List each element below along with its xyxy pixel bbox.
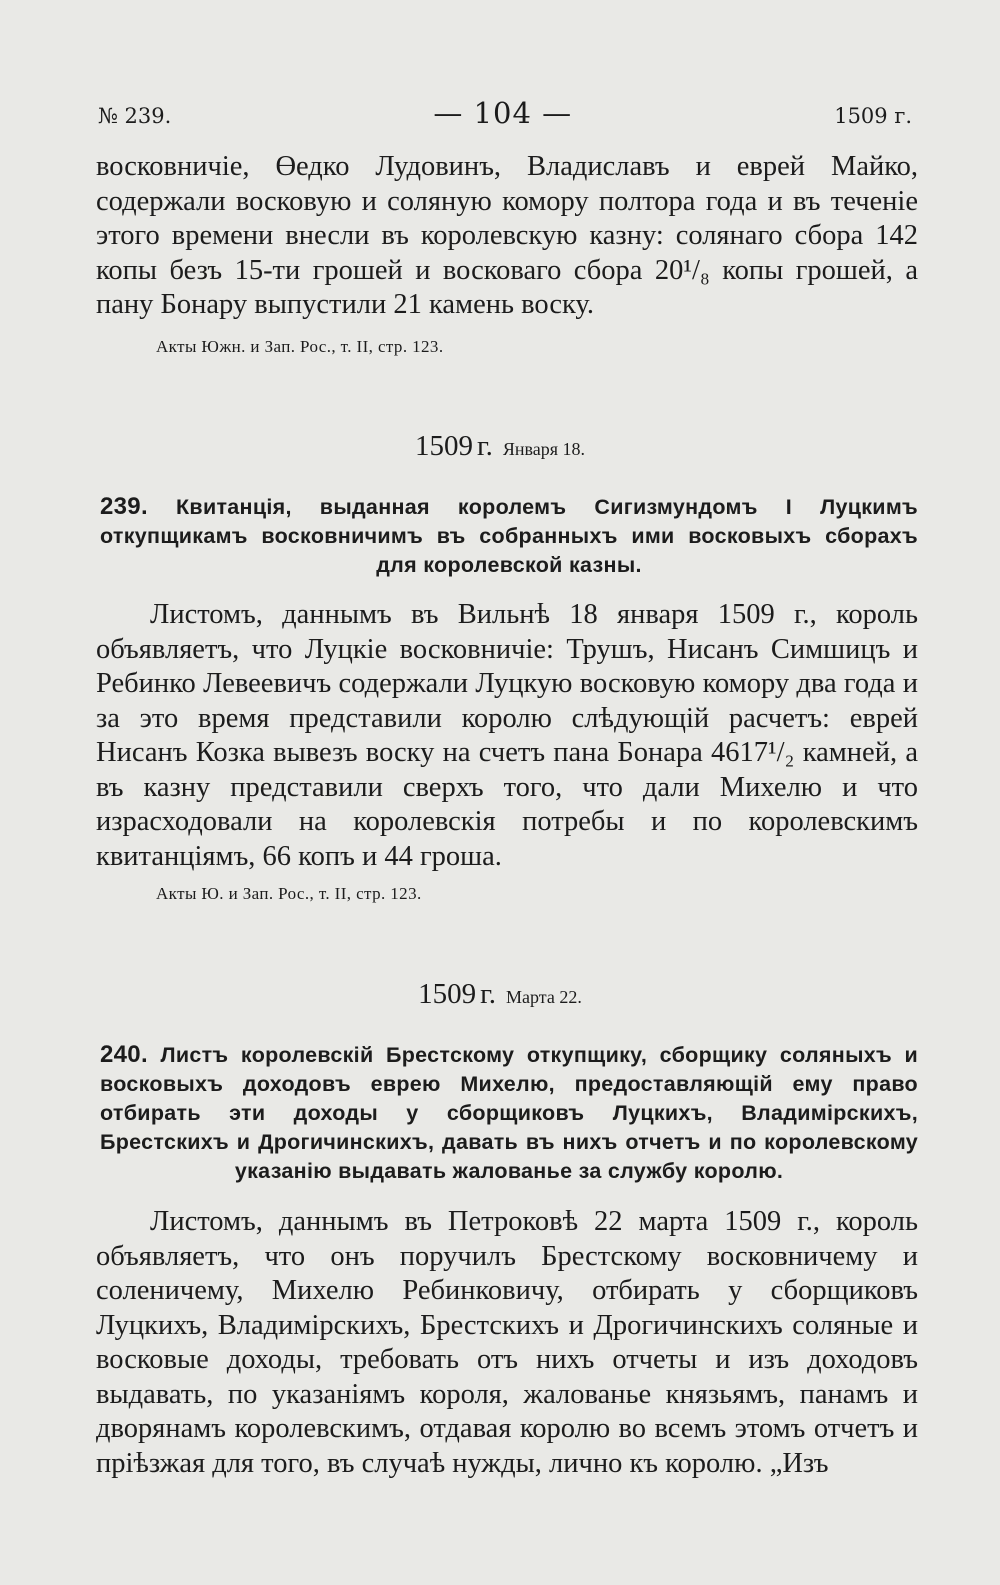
doc240-year-suffix: г. (480, 978, 497, 1010)
doc239-year: 1509 (414, 430, 473, 462)
doc239-title-text: Квитанція, выданная королемъ Сигизмундомъ I Луцкимъ откупщикамъ восковничимъ въ собранныхъ ими восковыхъ сборахъ для королевской казны. (100, 495, 918, 577)
doc239-number: 239. (100, 493, 148, 520)
doc240-title (100, 1040, 918, 1186)
doc240-title-text: Листъ королевскій Брестскому откупщику, сборщику соляныхъ и восковыхъ доходовъ еврею Михелю, предоставляющій ему право отбирать эти доходы у сборщиковъ Луцкихъ, Владимірскихъ, Брестскихъ и Дрогичинскихъ, давать въ нихъ отчетъ и по королевскому указанію выдавать жалованье за службу королю. (100, 1043, 918, 1183)
carryover-paragraph: восковничіе, Өедко Лудовинъ, Владиславъ и еврей Майко, содержали восковую и соляную комору полтора года и въ теченіе этого времени внесли въ королевскую казну: солянаго сбора 142 копы безъ 15-ти грошей и восковаго сбора 20¹/₈ копы грошей, а пану Бонару выпустили 21 камень воску. (96, 151, 918, 320)
doc239-month-day: Января 18. (502, 439, 586, 459)
doc239-title (100, 492, 918, 580)
doc240-paragraph: Листомъ, даннымъ въ Петроковѣ 22 марта 1509 г., король объявляетъ, что онъ поручилъ Брестскому восковничему и соленичему, Михелю Ребинковичу, отбирать у сборщиковъ Луцкихъ, Владимірскихъ, Брестскихъ и Дрогичинскихъ соляные и восковые доходы, требовать отъ нихъ отчеты и изъ доходовъ выдавать, по указаніямъ короля, жалованье князьямъ, панамъ и дворянамъ королевскимъ, отдавая королю во всемъ этомъ отчетъ и пріѣзжая для того, въ случаѣ нужды, лично къ королю. „Изъ (96, 1206, 918, 1479)
page-header (98, 96, 912, 130)
doc240-year: 1509 (418, 978, 477, 1010)
doc239-paragraph: Листомъ, даннымъ въ Вильнѣ 18 января 1509 г., король объявляетъ, что Луцкіе восковничіе: Трушъ, Нисанъ Симшицъ и Ребинко Левеевичъ содержали Луцкую восковую комору два года и за это время представили королю слѣдующій расчетъ: еврей Нисанъ Козка вывезъ воску на счетъ пана Бонара 4617¹/₂ камней, а въ казну представили сверхъ того, что дали Михелю и что израсходовали на королевскія потребы и по королевскимъ квитанціямъ, 66 копъ и 44 гроша. (96, 599, 918, 872)
header-doc-number: № 239. (98, 104, 172, 128)
doc240-month-day: Марта 22. (506, 987, 582, 1007)
carryover-source: Акты Южн. и Зап. Рос., т. II, стр. 123. (156, 337, 444, 356)
doc240-number: 240. (100, 1041, 148, 1068)
doc240-date (0, 978, 1000, 1011)
doc239-year-suffix: г. (476, 430, 493, 462)
doc239-source: Акты Ю. и Зап. Рос., т. II, стр. 123. (156, 884, 422, 903)
header-page-number: — 104 — (433, 96, 573, 130)
doc239-date (0, 430, 1000, 463)
header-year: 1509 г. (834, 104, 912, 128)
